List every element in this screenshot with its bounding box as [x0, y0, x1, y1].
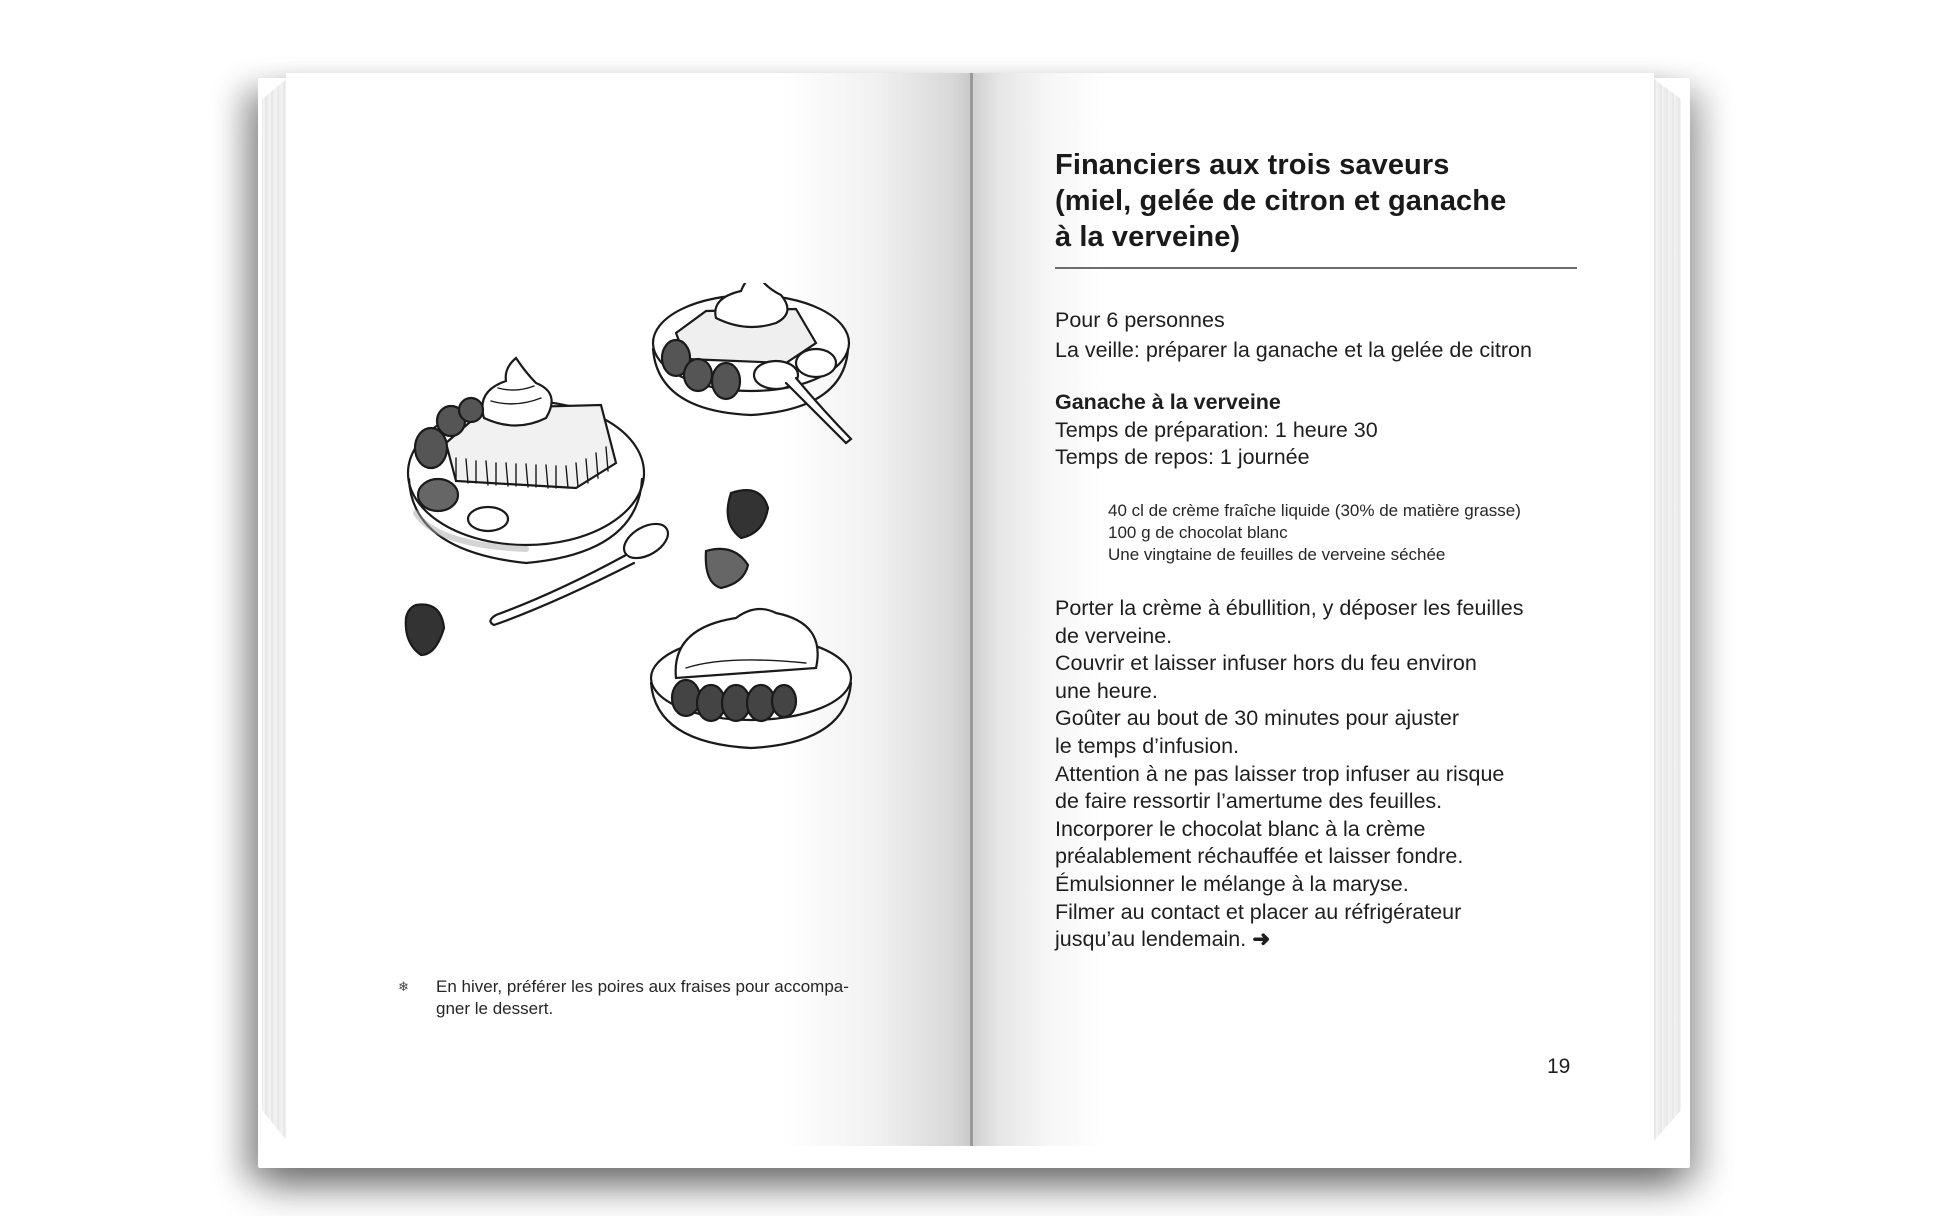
recipe-intro	[1055, 305, 1532, 365]
snowflake-icon: ❄	[398, 979, 409, 994]
title-line: (miel, gelée de citron et ganache	[1055, 185, 1507, 217]
method-line: préalablement réchauffée et laisser fondre.	[1055, 844, 1464, 869]
page-number: 19	[1547, 1055, 1571, 1078]
plate-large	[408, 358, 644, 563]
footnote-text	[436, 976, 849, 1020]
recipe-title	[1055, 147, 1615, 255]
method-line: de faire ressortir l’amertume des feuilles.	[1055, 789, 1443, 814]
page-edges-right	[1653, 78, 1681, 1142]
plate-upper	[653, 283, 851, 443]
method-line: une heure.	[1055, 678, 1158, 703]
title-divider	[1055, 267, 1577, 269]
page-edges-left	[262, 78, 288, 1142]
servings: Pour 6 personnes	[1055, 308, 1225, 332]
continue-arrow-icon: ➜	[1252, 927, 1271, 952]
method-steps	[1055, 595, 1523, 954]
method-line-last	[1055, 926, 1523, 954]
day-before-note: La veille: préparer la ganache et la gelée de citron	[1055, 338, 1532, 362]
method-line: Émulsionner le mélange à la maryse.	[1055, 871, 1409, 896]
plate-bottom	[651, 609, 851, 748]
right-page	[972, 73, 1654, 1146]
ingredient-item: 40 cl de crème fraîche liquide (30% de matière grasse)	[1108, 501, 1521, 520]
left-page	[286, 73, 972, 1146]
section-heading: Ganache à la verveine	[1055, 390, 1281, 414]
ingredient-item: 100 g de chocolat blanc	[1108, 523, 1288, 542]
footnote-line: gner le dessert.	[436, 999, 554, 1018]
title-line: Financiers aux trois saveurs	[1055, 149, 1450, 181]
ingredient-item: Une vingtaine de feuilles de verveine séchée	[1108, 545, 1446, 564]
method-line: Porter la crème à ébullition, y déposer les feuilles	[1055, 596, 1524, 620]
method-line: Couvrir et laisser infuser hors du feu environ	[1055, 651, 1477, 676]
method-line: Goûter au bout de 30 minutes pour ajuster	[1055, 706, 1459, 731]
dessert-illustration	[376, 283, 896, 803]
title-line: à la verveine)	[1055, 221, 1241, 253]
ingredients-list	[1108, 500, 1521, 566]
method-line: Filmer au contact et placer au réfrigérateur	[1055, 899, 1462, 924]
method-line: Incorporer le chocolat blanc à la crème	[1055, 816, 1426, 841]
book-spine	[970, 73, 973, 1146]
method-line: de verveine.	[1055, 623, 1173, 648]
ganache-section	[1055, 389, 1378, 472]
prep-time: Temps de préparation: 1 heure 30	[1055, 417, 1378, 442]
method-line: jusqu’au lendemain.	[1055, 927, 1247, 952]
method-line: Attention à ne pas laisser trop infuser au risque	[1055, 761, 1505, 786]
footnote-line: En hiver, préférer les poires aux fraises pour accompa-	[436, 977, 849, 996]
method-line: le temps d’infusion.	[1055, 733, 1240, 758]
rest-time: Temps de repos: 1 journée	[1055, 445, 1310, 470]
